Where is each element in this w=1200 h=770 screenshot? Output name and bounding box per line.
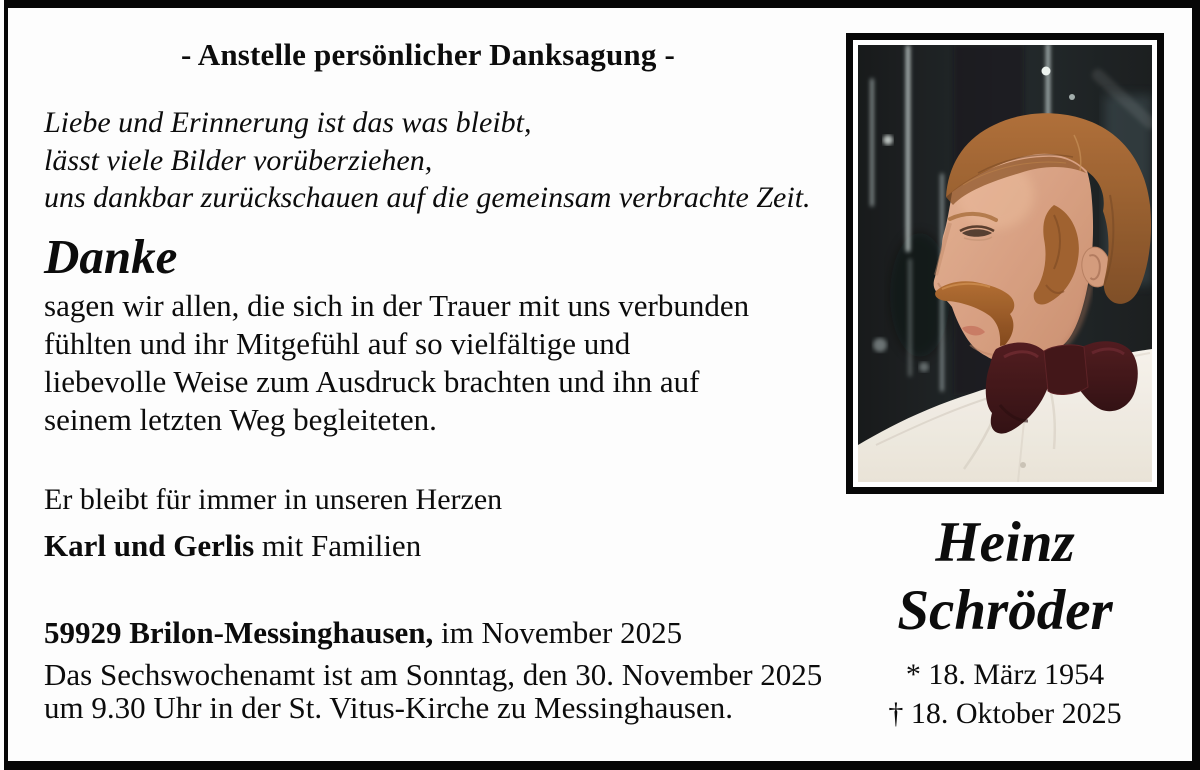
thanks-line: sagen wir allen, die sich in der Trauer mit uns verbunden [44, 288, 750, 323]
thanks-line: seinem letzten Weg begleiteten. [44, 402, 437, 437]
service-line: um 9.30 Uhr in der St. Vitus-Kirche zu Messinghausen. [44, 689, 733, 725]
date-text: im November 2025 [433, 615, 683, 650]
death-date: † 18. Oktober 2025 [888, 697, 1122, 730]
verse-line: Liebe und Erinnerung ist das was bleibt, [44, 106, 532, 139]
place-dateline [44, 615, 682, 650]
thanks-paragraph [44, 287, 749, 439]
portrait-photo-frame [846, 33, 1164, 494]
obituary-text-column [44, 0, 823, 770]
thanks-line: fühlten und ihr Mitgefühl auf so vielfältige und [44, 326, 631, 361]
place-name: 59929 Brilon-Messinghausen, [44, 615, 434, 650]
dedication-header: - Anstelle persönlicher Danksagung - [180, 37, 676, 72]
memorial-verse [44, 104, 811, 217]
family-suffix: mit Familien [254, 528, 422, 563]
service-announcement [44, 659, 822, 724]
thanks-line: liebevolle Weise zum Ausdruck brachten und ihn auf [44, 364, 700, 399]
portrait-photo [858, 45, 1152, 482]
family-names: Karl und Gerlis [44, 528, 255, 563]
deceased-first-name: Heinz [935, 511, 1075, 574]
birth-date: * 18. März 1954 [905, 658, 1105, 691]
deceased-last-name: Schröder [897, 579, 1113, 642]
thanks-title: Danke [44, 229, 178, 284]
deceased-name [840, 509, 1170, 645]
life-dates [840, 655, 1170, 733]
family-signature [44, 528, 421, 563]
verse-line: uns dankbar zurückschauen auf die gemeinsam verbrachte Zeit. [44, 181, 811, 214]
verse-line: lässt viele Bilder vorüberziehen, [44, 143, 433, 177]
service-line: Das Sechswochenamt ist am Sonntag, den 30. November 2025 [44, 657, 823, 692]
remembrance-line: Er bleibt für immer in unseren Herzen [44, 483, 503, 516]
